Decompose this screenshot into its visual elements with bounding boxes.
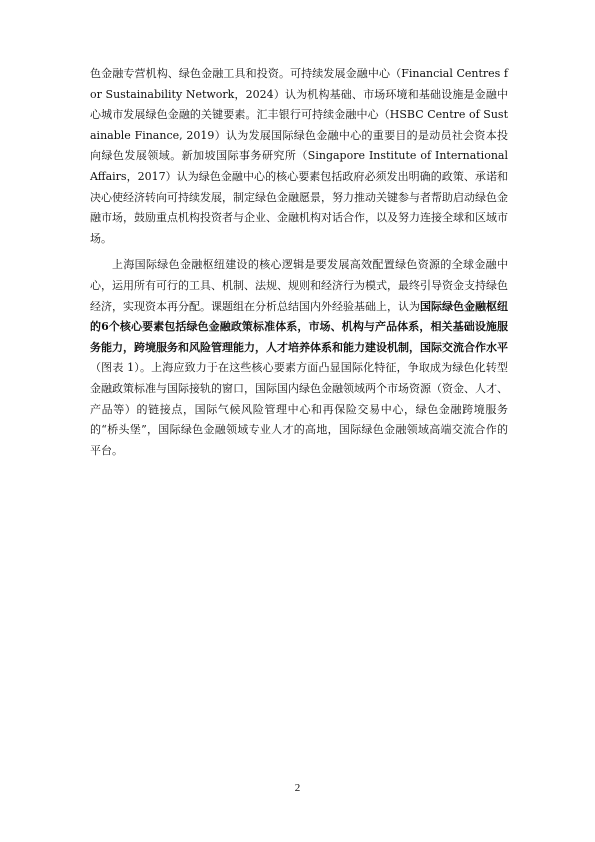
paragraph-2-bold-core-elements: 国际绿色金融枢纽的6个核心要素包括绿色金融政策标准体系，市场、机构与产品体系，相关基础设施服务能力，跨境服务和风险管理能力，人才培养体系和能力建设机制，国际交流合作水平 — [90, 299, 508, 354]
paragraph-2 — [90, 255, 508, 461]
paragraph-2-text-before: 上海国际绿色金融枢纽建设的核心逻辑是要发展高效配置绿色资源的全球金融中心，运用所有可行的工具、机制、法规、规则和经济行为模式，最终引导资金支持绿色经济，实现资本再分配。课题组在分析总结国内外经验基础上，认为 — [90, 258, 508, 313]
page-number: 2 — [294, 782, 301, 794]
document-body — [90, 64, 508, 467]
paragraph-1: 色金融专营机构、绿色金融工具和投资。可持续发展金融中心（Financial Centres for Sustainability Network，2024）认为机构基础、市场环境和基础设施是金融中心城市发展绿色金融的关键要素。汇丰银行可持续金融中心（HSBC Centre of Sustainable Finance, 2019）认为发展国际绿色金融中心的重要目的是动员社会资本投向绿色发展领域。新加坡国际事务研究所（Singapore Institute of International Affairs，2017）认为绿色金融中心的核心要素包括政府必须发出明确的政策、承诺和决心使经济转向可持续发展，制定绿色金融愿景，努力推动关键参与者帮助启动绿色金融市场，鼓励重点机构投资者与企业、金融机构对话合作，以及努力连接全球和区域市场。 — [90, 67, 508, 245]
paragraph-2-text-after: （图表 1）。上海应致力于在这些核心要素方面凸显国际化特征，争取成为绿色化转型金融政策标准与国际接轨的窗口，国际国内绿色金融领域两个市场资源（资金、人才、产品等）的链接点，国际气候风险管理中心和再保险交易中心，绿色金融跨境服务的“桥头堡”，国际绿色金融领域专业人才的高地，国际绿色金融领域高端交流合作的平台。 — [90, 361, 508, 457]
